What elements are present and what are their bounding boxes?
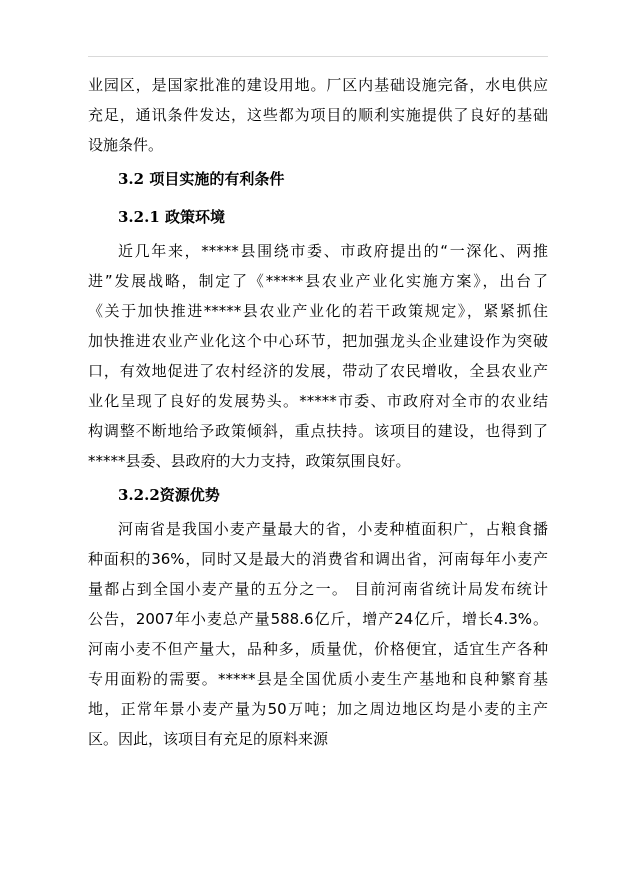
section-heading-3-2-2: 3.2.2资源优势: [118, 486, 220, 504]
intro-paragraph: [88, 70, 548, 160]
header-rule: [88, 56, 548, 57]
section-heading-3-2-1: 3.2.1 政策环境: [118, 208, 225, 226]
paragraph-line: 近几年来，*****县围绕市委、市政府提出的“一深化、两推: [118, 242, 548, 260]
resource-paragraph: [88, 514, 548, 754]
paragraph-line: 区。因此，该项目有充足的原料来源: [88, 730, 329, 748]
paragraph-line: 《关于加快推进*****县农业产业化的若干政策规定》，紧紧抓住: [88, 302, 548, 320]
section-heading-3-2: 3.2 项目实施的有利条件: [118, 170, 285, 188]
paragraph-line: 地，正常年景小麦产量为50万吨；加之周边地区均是小麦的主产: [88, 700, 548, 718]
paragraph-line: 专用面粉的需要。*****县是全国优质小麦生产基地和良种繁育基: [88, 670, 548, 688]
paragraph-line: 口，有效地促进了农村经济的发展，带动了农民增收，全县农业产: [88, 362, 548, 380]
paragraph-line: 业园区，是国家批准的建设用地。厂区内基础设施完备，水电供应: [88, 76, 548, 94]
paragraph-line: 种面积的36%，同时又是最大的消费省和调出省，河南每年小麦产: [88, 550, 548, 568]
paragraph-line: 河南小麦不但产量大，品种多，质量优，价格便宜，适宜生产各种: [88, 640, 548, 658]
paragraph-line: 充足，通讯条件发达，这些都为项目的顺利实施提供了良好的基础: [88, 106, 548, 124]
paragraph-line: 进”发展战略，制定了《*****县农业产业化实施方案》，出台了: [88, 272, 548, 290]
paragraph-line: 设施条件。: [88, 136, 164, 154]
paragraph-line: *****县委、县政府的大力支持，政策氛围良好。: [88, 452, 411, 470]
paragraph-line: 业化呈现了良好的发展势头。*****市委、市政府对全市的农业结: [88, 392, 548, 410]
policy-paragraph: [88, 236, 548, 476]
paragraph-line: 河南省是我国小麦产量最大的省，小麦种植面积广，占粮食播: [118, 520, 548, 538]
document-page: [88, 70, 548, 754]
paragraph-line: 构调整不断地给予政策倾斜，重点扶持。该项目的建设，也得到了: [88, 422, 548, 440]
paragraph-line: 公告，2007年小麦总产量588.6亿斤，增产24亿斤，增长4.3%。: [88, 610, 548, 628]
paragraph-line: 量都占到全国小麦产量的五分之一。 目前河南省统计局发布统计: [88, 580, 548, 598]
paragraph-line: 加快推进农业产业化这个中心环节，把加强龙头企业建设作为突破: [88, 332, 548, 350]
